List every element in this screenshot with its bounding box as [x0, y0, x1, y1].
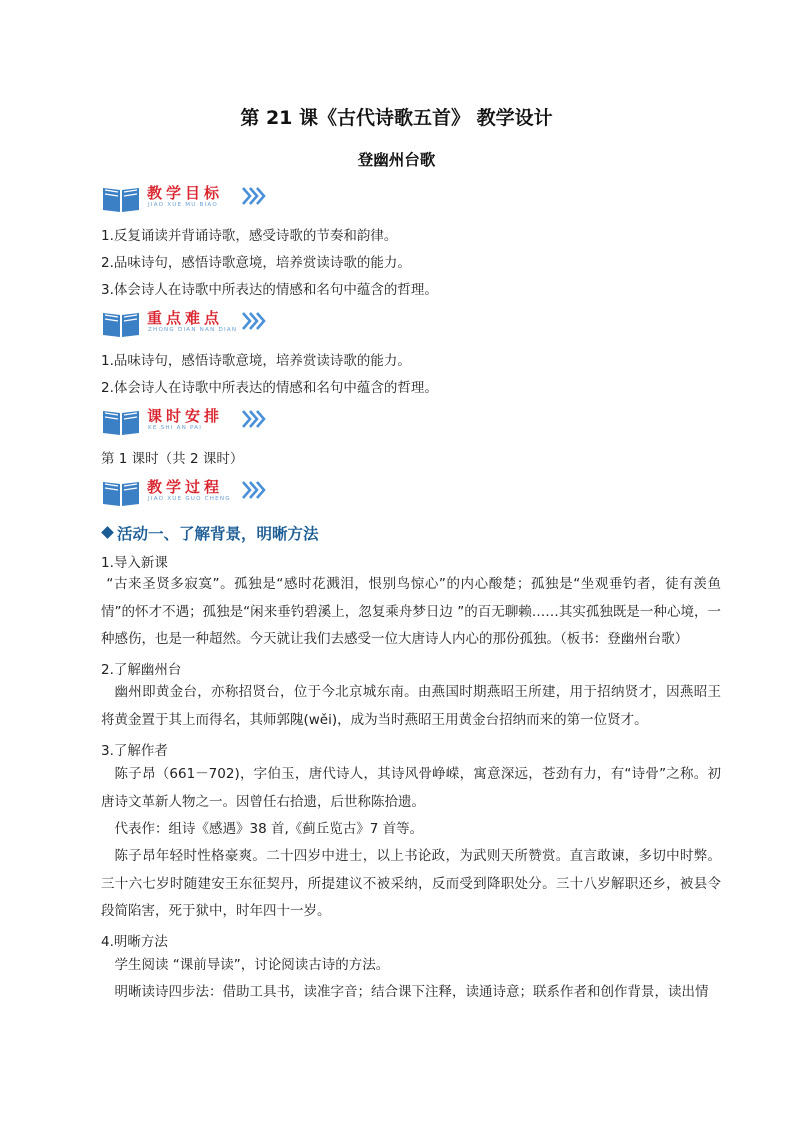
goal-item: 3.体会诗人在诗歌中所表达的情感和名句中蕴含的哲理。 — [101, 282, 438, 298]
difficulty-item: 2.体会诗人在诗歌中所表达的情感和名句中蕴含的哲理。 — [101, 380, 438, 396]
step-paragraph: 学生阅读 “课前导读”，讨论阅读古诗的方法。 — [114, 957, 390, 973]
difficulty-item: 1.品味诗句，感悟诗歌意境，培养赏读诗歌的能力。 — [101, 353, 411, 369]
book-icon — [101, 407, 141, 437]
goal-item: 2.品味诗句，感悟诗歌意境，培养赏读诗歌的能力。 — [101, 255, 411, 271]
book-icon — [101, 478, 141, 508]
schedule-text: 第 1 课时（共 2 课时） — [101, 451, 244, 467]
chevrons-icon — [241, 311, 267, 331]
section-pinyin: KE SHI AN PAI — [148, 425, 203, 431]
step-paragraph: 明晰读诗四步法：借助工具书，读准字音；结合课下注释，读通诗意；联系作者和创作背景，读出情 — [114, 984, 709, 1000]
activity-heading — [103, 522, 319, 544]
step-paragraph: “古来圣贤多寂寞”。孤独是“感时花溅泪，恨别鸟惊心”的内心酸楚；孤独是“坐观垂钓者，徒有羡鱼情”的怀才不遇；孤独是“闲来垂钓碧溪上，忽复乘舟梦日边 ”的百无聊赖……其实孤独既是一种心境，一种感伤，也是一种超然。今天就让我们去感受一位大唐诗人内心的那份孤独。（板书：登幽州台歌） — [101, 576, 721, 647]
activity-title: 活动一、了解背景，明晰方法 — [117, 525, 319, 543]
step-title: 4.明晰方法 — [101, 934, 168, 950]
diamond-bullet-icon — [101, 526, 114, 539]
document-subtitle: 登幽州台歌 — [357, 151, 436, 169]
step-paragraph: 代表作：组诗《感遇》38 首,《蓟丘览古》7 首等。 — [114, 821, 424, 837]
chevrons-icon — [241, 480, 267, 500]
document-title: 第 21 课《古代诗歌五首》 教学设计 — [240, 107, 553, 129]
section-pinyin: ZHONG DIAN NAN DIAN — [148, 327, 238, 333]
chevrons-icon — [241, 186, 267, 206]
section-header-difficulties — [101, 307, 271, 341]
book-icon — [101, 309, 141, 339]
section-pinyin: JIAO XUE MU BIAO — [148, 202, 218, 208]
section-header-process — [101, 476, 271, 510]
book-icon — [101, 184, 141, 214]
section-header-schedule — [101, 405, 271, 439]
step-title: 3.了解作者 — [101, 743, 168, 759]
step-paragraph: 幽州即黄金台，亦称招贤台，位于今北京城东南。由燕国时期燕昭王所建，用于招纳贤才，因燕昭王将黄金置于其上而得名，其师郭隗(wěi)，成为当时燕昭王用黄金台招纳而来的第一位贤才。 — [101, 684, 721, 728]
section-pinyin: JIAO XUE GUO CHENG — [148, 496, 231, 502]
section-heading: 教学目标 — [147, 184, 224, 202]
step-title: 1.导入新课 — [101, 555, 168, 571]
step-paragraph: 陈子昂（661－702)，字伯玉，唐代诗人，其诗风骨峥嵘，寓意深远，苍劲有力，有“诗骨”之称。初唐诗文革新人物之一。因曾任右拾遗，后世称陈拾遗。 — [101, 766, 721, 810]
section-heading: 课时安排 — [147, 407, 224, 425]
section-heading: 重点难点 — [147, 309, 224, 327]
section-header-goals — [101, 182, 271, 216]
chevrons-icon — [241, 409, 267, 429]
goal-item: 1.反复诵读并背诵诗歌，感受诗歌的节奏和韵律。 — [101, 228, 398, 244]
step-paragraph: 陈子昂年轻时性格豪爽。二十四岁中进士，以上书论政，为武则天所赞赏。直言敢谏，多切中时弊。三十六七岁时随建安王东征契丹，所提建议不被采纳，反而受到降职处分。三十八岁解职还乡，被县令段简陷害，死于狱中，时年四十一岁。 — [101, 848, 721, 919]
step-title: 2.了解幽州台 — [101, 662, 182, 678]
section-heading: 教学过程 — [147, 478, 224, 496]
